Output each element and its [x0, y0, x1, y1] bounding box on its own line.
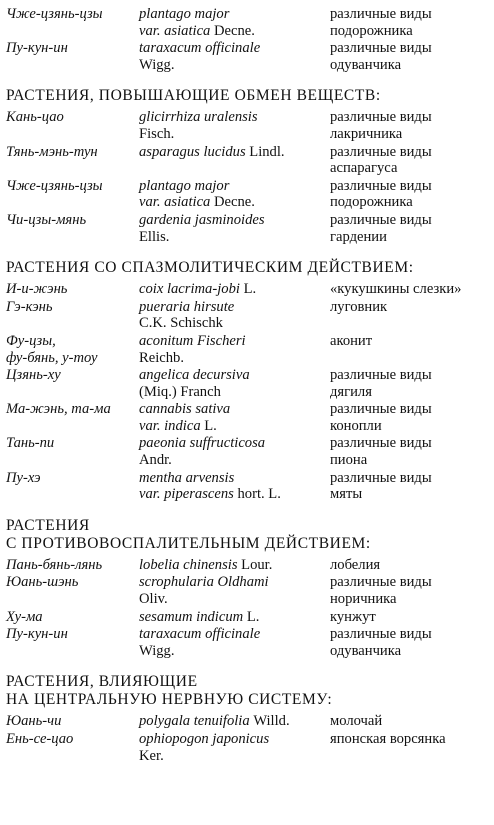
chinese-name-line: И-и-жэнь: [6, 281, 68, 298]
russian-description-line: японская ворсянка: [330, 731, 446, 747]
chinese-name: [6, 212, 139, 229]
latin-name-line: [139, 557, 330, 574]
chinese-name-line: Пань-бянь-лянь: [6, 556, 103, 573]
russian-description-line: норичника: [330, 591, 397, 608]
latin-species: polygala tenuifolia: [139, 713, 254, 730]
latin-author: Lour.: [241, 556, 273, 573]
chinese-name: [6, 470, 139, 487]
latin-author: hort. L.: [237, 486, 281, 503]
latin-name-line: [139, 40, 330, 57]
russian-description-line: дягиля: [330, 383, 372, 400]
latin-name: [139, 401, 330, 434]
chinese-name: [6, 6, 139, 23]
russian-description: [330, 281, 488, 298]
russian-description-line: лобелия: [330, 556, 381, 573]
latin-name: [139, 299, 330, 332]
russian-description: [330, 333, 488, 350]
latin-name: [139, 281, 330, 298]
plant-row: [6, 574, 488, 607]
latin-name-line: [139, 178, 330, 195]
chinese-name-line: Цзянь-ху: [6, 367, 61, 384]
latin-name: [139, 212, 330, 245]
section-heading: [6, 517, 488, 553]
russian-description-line: различные виды: [330, 143, 432, 160]
latin-author: L.: [243, 281, 257, 298]
plant-row: [6, 6, 488, 39]
chinese-name: [6, 731, 139, 748]
latin-name-line: [139, 333, 330, 350]
russian-description-line: молочай: [330, 713, 383, 730]
latin-author: Lindl.: [249, 143, 285, 160]
plant-row: [6, 178, 488, 211]
latin-name-line: [139, 57, 330, 74]
latin-species: mentha arvensis: [139, 469, 235, 486]
chinese-name-line: Кань-цао: [6, 109, 64, 126]
latin-name-line: [139, 144, 330, 161]
latin-name: [139, 109, 330, 142]
section-heading-line: РАСТЕНИЯ: [6, 516, 90, 534]
latin-name-line: [139, 418, 330, 435]
latin-author: L.: [204, 417, 217, 434]
chinese-name: [6, 367, 139, 384]
chinese-name-line: Тянь-мэнь-тун: [6, 143, 98, 160]
latin-species: aconitum Fischeri: [139, 332, 246, 349]
russian-description: [330, 401, 488, 434]
section: [6, 6, 488, 73]
latin-name-line: [139, 401, 330, 418]
plant-row: [6, 470, 488, 503]
russian-description-line: различные виды: [330, 109, 432, 126]
plant-row: [6, 401, 488, 434]
latin-author: Andr.: [139, 452, 172, 469]
chinese-name: [6, 281, 139, 298]
chinese-name-line: Юань-чи: [6, 713, 62, 730]
latin-name: [139, 731, 330, 764]
plant-row: [6, 435, 488, 468]
russian-description: [330, 40, 488, 73]
plant-row: [6, 281, 488, 298]
section-heading-line: РАСТЕНИЯ, ВЛИЯЮЩИЕ: [6, 673, 198, 691]
chinese-name-line: Фу-цзы,: [6, 332, 56, 349]
latin-name-line: [139, 212, 330, 229]
russian-description: [330, 626, 488, 659]
plant-row: [6, 557, 488, 574]
latin-species: taraxacum officinale: [139, 626, 261, 643]
latin-name-line: [139, 486, 330, 503]
plant-row: [6, 626, 488, 659]
latin-author: Ellis.: [139, 228, 170, 245]
latin-name: [139, 574, 330, 607]
russian-description-line: различные виды: [330, 367, 432, 384]
latin-name-line: [139, 229, 330, 246]
russian-description-line: различные виды: [330, 469, 432, 486]
russian-description-line: различные виды: [330, 401, 432, 418]
latin-name: [139, 435, 330, 468]
russian-description: [330, 212, 488, 245]
section: [6, 673, 488, 764]
chinese-name: [6, 401, 139, 418]
latin-name-line: [139, 23, 330, 40]
plant-row: [6, 40, 488, 73]
latin-name: [139, 333, 330, 366]
russian-description: [330, 435, 488, 468]
latin-species: cannabis sativa: [139, 401, 231, 418]
chinese-name-line: Чи-цзы-мянь: [6, 211, 87, 228]
latin-author: L.: [246, 608, 260, 625]
russian-description-line: луговник: [330, 298, 388, 315]
russian-description: [330, 144, 488, 177]
russian-description-line: пиона: [330, 452, 368, 469]
chinese-name: [6, 333, 139, 366]
latin-name-line: [139, 643, 330, 660]
plant-row: [6, 713, 488, 730]
russian-description-line: различные виды: [330, 177, 432, 194]
latin-name: [139, 367, 330, 400]
latin-name-line: [139, 731, 330, 748]
chinese-name-line: Ху-ма: [6, 608, 43, 625]
section-heading: [6, 87, 488, 105]
russian-description: [330, 299, 488, 316]
latin-name-line: [139, 574, 330, 591]
russian-description-line: различные виды: [330, 40, 432, 57]
latin-name-line: [139, 194, 330, 211]
section-gap: [6, 74, 488, 87]
section-heading-line: НА ЦЕНТРАЛЬНУЮ НЕРВНУЮ СИСТЕМУ:: [6, 691, 333, 709]
plant-row: [6, 333, 488, 366]
latin-author: Fisch.: [139, 125, 175, 142]
chinese-name: [6, 574, 139, 591]
plant-row: [6, 609, 488, 626]
latin-name-line: [139, 609, 330, 626]
russian-description-line: подорожника: [330, 194, 413, 211]
section: [6, 87, 488, 245]
latin-name-line: [139, 713, 330, 730]
russian-description-line: одуванчика: [330, 56, 402, 73]
plant-row: [6, 299, 488, 332]
section-heading-line: РАСТЕНИЯ СО СПАЗМОЛИТИЧЕСКИМ ДЕЙСТВИЕМ:: [6, 259, 414, 277]
latin-name: [139, 178, 330, 211]
chinese-name: [6, 713, 139, 730]
russian-description-line: различные виды: [330, 435, 432, 452]
section: [6, 259, 488, 503]
latin-species: asparagus lucidus: [139, 143, 250, 160]
russian-description: [330, 574, 488, 607]
latin-species: pueraria hirsute: [139, 298, 235, 315]
chinese-name: [6, 557, 139, 574]
russian-description-line: различные виды: [330, 211, 432, 228]
latin-species: ophiopogon japonicus: [139, 731, 270, 747]
latin-species: paeonia suffructicosa: [139, 435, 266, 452]
latin-species: glicirrhiza uralensis: [139, 109, 258, 126]
chinese-name-line: Пу-кун-ин: [6, 40, 68, 57]
latin-author: Decne.: [214, 194, 255, 211]
latin-author: Decne.: [214, 22, 255, 39]
chinese-name-line: Тань-пи: [6, 435, 55, 452]
latin-name-line: [139, 6, 330, 23]
latin-name-line: [139, 367, 330, 384]
latin-name-line: [139, 281, 330, 298]
latin-name-line: [139, 748, 330, 765]
section-gap: [6, 504, 488, 517]
latin-author: Oliv.: [139, 591, 168, 608]
chinese-name: [6, 626, 139, 643]
russian-description: [330, 731, 488, 748]
section-heading: [6, 259, 488, 277]
latin-name: [139, 713, 330, 730]
russian-description-line: различные виды: [330, 574, 432, 591]
russian-description: [330, 367, 488, 400]
latin-species: var. piperascens: [139, 486, 238, 503]
latin-author: (Miq.) Franch: [139, 383, 221, 400]
latin-species: sesamum indicum: [139, 608, 247, 625]
chinese-name-line: Ень-се-цао: [6, 731, 74, 747]
latin-author: Wigg.: [139, 642, 175, 659]
latin-name-line: [139, 109, 330, 126]
chinese-name: [6, 144, 139, 161]
latin-name-line: [139, 350, 330, 367]
latin-name: [139, 144, 330, 161]
chinese-name-line: Чже-цзянь-цзы: [6, 6, 103, 22]
latin-name: [139, 470, 330, 503]
russian-description: [330, 713, 488, 730]
chinese-name: [6, 109, 139, 126]
section-heading-line: С ПРОТИВОВОСПАЛИТЕЛЬНЫМ ДЕЙСТВИЕМ:: [6, 534, 371, 552]
russian-description-line: мяты: [330, 486, 363, 503]
section: [6, 517, 488, 660]
russian-description-line: одуванчика: [330, 642, 402, 659]
latin-species: angelica decursiva: [139, 367, 250, 384]
latin-species: coix lacrima-jobi: [139, 281, 244, 298]
latin-name-line: [139, 470, 330, 487]
chinese-name-line: Гэ-кэнь: [6, 298, 53, 315]
latin-species: plantago major: [139, 6, 230, 22]
latin-species: var. indica: [139, 417, 205, 434]
russian-description: [330, 609, 488, 626]
plant-row: [6, 144, 488, 177]
plant-row: [6, 367, 488, 400]
latin-species: taraxacum officinale: [139, 40, 261, 57]
latin-species: plantago major: [139, 177, 230, 194]
russian-description-line: кунжут: [330, 608, 376, 625]
latin-name-line: [139, 452, 330, 469]
russian-description-line: аконит: [330, 332, 373, 349]
latin-name: [139, 609, 330, 626]
chinese-name: [6, 40, 139, 57]
chinese-name: [6, 435, 139, 452]
latin-species: var. asiatica: [139, 194, 214, 211]
chinese-name-line: Чже-цзянь-цзы: [6, 177, 103, 194]
chinese-name: [6, 299, 139, 316]
section-gap: [6, 246, 488, 259]
latin-author: Willd.: [253, 713, 290, 730]
latin-species: scrophularia Oldhami: [139, 574, 269, 591]
russian-description-line: подорожника: [330, 22, 413, 39]
chinese-name-line: Ма-жэнь, та-ма: [6, 401, 111, 418]
latin-name-line: [139, 626, 330, 643]
latin-name-line: [139, 435, 330, 452]
plant-row: [6, 109, 488, 142]
russian-description-line: лакричника: [330, 125, 403, 142]
russian-description-line: аспарагуса: [330, 160, 398, 177]
russian-description: [330, 470, 488, 503]
chinese-name: [6, 178, 139, 195]
section-heading: [6, 673, 488, 709]
russian-description: [330, 557, 488, 574]
latin-name-line: [139, 126, 330, 143]
latin-species: gardenia jasminoides: [139, 211, 265, 228]
latin-name: [139, 557, 330, 574]
plant-row: [6, 212, 488, 245]
latin-species: lobelia chinensis: [139, 556, 242, 573]
latin-author: Wigg.: [139, 56, 175, 73]
chinese-name-line: фу-бянь, у-тоу: [6, 349, 98, 366]
latin-author: Ker.: [139, 747, 164, 764]
latin-name: [139, 626, 330, 659]
latin-name: [139, 6, 330, 39]
chinese-name-line: Юань-шэнь: [6, 574, 79, 591]
section-gap: [6, 660, 488, 673]
russian-description-line: «кукушкины слезки»: [330, 281, 462, 298]
latin-name-line: [139, 591, 330, 608]
latin-author: C.K. Schischk: [139, 315, 223, 332]
latin-species: var. asiatica: [139, 22, 214, 39]
russian-description: [330, 6, 488, 39]
latin-name-line: [139, 315, 330, 332]
russian-description: [330, 109, 488, 142]
section-heading-line: РАСТЕНИЯ, ПОВЫШАЮЩИЕ ОБМЕН ВЕЩЕСТВ:: [6, 87, 381, 105]
chinese-name-line: Пу-хэ: [6, 469, 41, 486]
latin-author: Reichb.: [139, 349, 184, 366]
chinese-name-line: Пу-кун-ин: [6, 626, 68, 643]
russian-description-line: различные виды: [330, 626, 432, 643]
russian-description: [330, 178, 488, 211]
russian-description-line: гардении: [330, 228, 387, 245]
latin-name: [139, 40, 330, 73]
russian-description-line: конопли: [330, 417, 382, 434]
latin-name-line: [139, 299, 330, 316]
chinese-name: [6, 609, 139, 626]
latin-name-line: [139, 384, 330, 401]
plant-row: [6, 731, 488, 764]
russian-description-line: различные виды: [330, 6, 432, 22]
